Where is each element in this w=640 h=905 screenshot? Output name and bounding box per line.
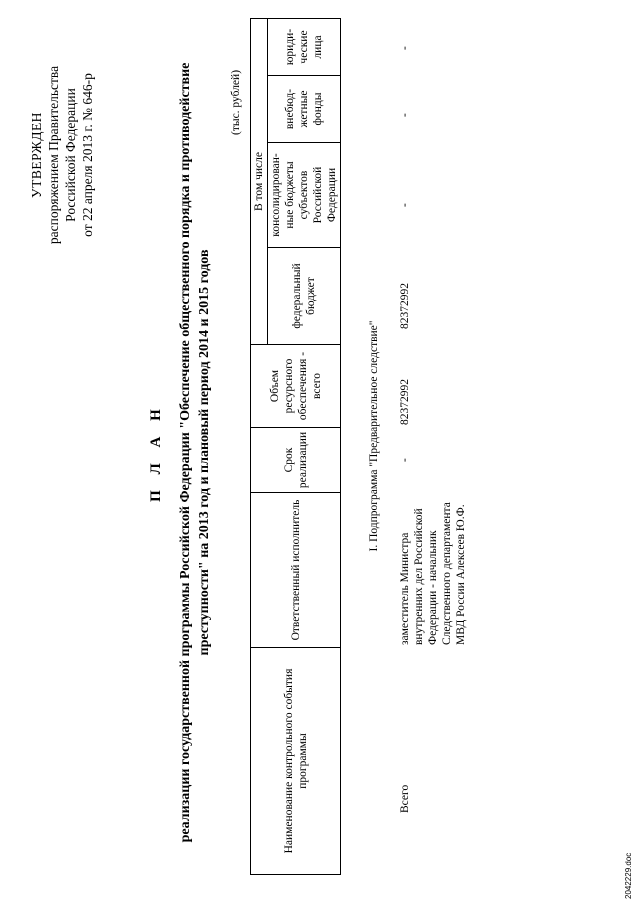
header-event: Наименование контрольного события программы	[251, 648, 341, 875]
header-regional: консолидирован-ные бюджеты субъектов Российской Федерации	[268, 143, 341, 248]
header-executor: Ответственный исполнитель	[251, 493, 341, 648]
approval-stamp	[28, 35, 96, 275]
row-term: -	[399, 458, 411, 462]
row-federal: 82372992	[399, 283, 411, 329]
plan-table	[250, 18, 341, 875]
row-volume: 82372992	[399, 379, 411, 425]
units-label: (тыс. рублей)	[230, 69, 242, 135]
header-federal: федеральный бюджет	[268, 248, 341, 345]
header-term: Срок реализации	[251, 428, 341, 493]
row-offbudget: -	[399, 113, 411, 117]
approval-line-3: от 22 апреля 2013 г. № 646-р	[80, 73, 95, 237]
row-event: Всего	[399, 784, 411, 813]
section-title: I. Подпрограмма "Предварительное следствие"	[368, 320, 380, 552]
header-volume: Объем ресурсного обеспечения - всего	[251, 345, 341, 428]
page-subtitle	[176, 20, 214, 885]
subtitle-line-2: преступности" на 2013 год и плановый период 2014 и 2015 годов	[197, 249, 212, 656]
header-legal: юриди-ческие лица	[268, 19, 341, 76]
approval-title: УТВЕРЖДЕН	[29, 112, 44, 198]
approval-line-1: распоряжением Правительства	[46, 65, 61, 245]
page-title: П Л А Н	[148, 403, 164, 502]
row-executor: заместитель Министра внутренних дел Российской Федерации - начальник Следственного департамента МВД России Алексеев Ю.Ф.	[399, 502, 467, 645]
subtitle-line-1: реализации государственной программы Российской Федерации "Обеспечение общественного порядка и противодействие	[178, 62, 193, 843]
approval-line-2: Российской Федерации	[63, 88, 78, 222]
row-legal: -	[399, 46, 411, 50]
header-offbudget: внебюд-жетные фонды	[268, 76, 341, 143]
header-including: В том числе	[251, 19, 268, 345]
document-code: 2042229.doc	[624, 852, 633, 899]
row-regional: -	[399, 203, 411, 207]
